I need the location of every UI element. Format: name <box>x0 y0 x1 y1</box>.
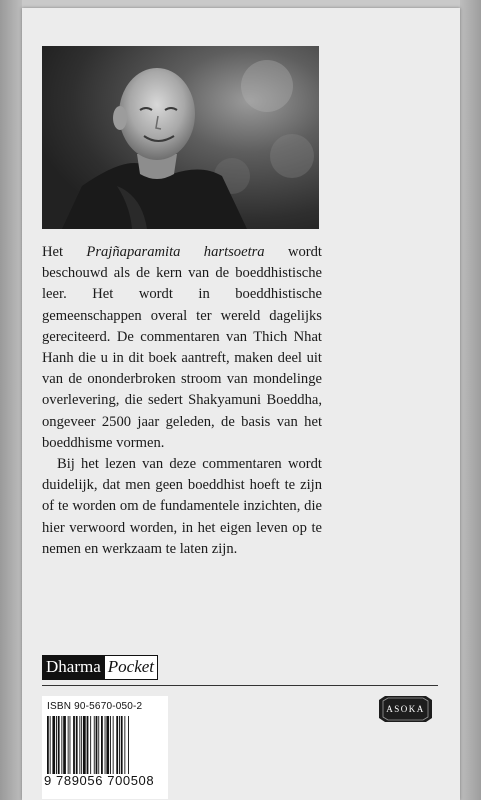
author-photo <box>42 46 319 229</box>
barcode-bar <box>98 716 99 774</box>
logo-pocket: Pocket <box>105 656 157 679</box>
barcode-bar <box>47 716 49 774</box>
monk-portrait-image <box>42 46 319 229</box>
barcode-panel <box>42 696 168 799</box>
blurb-text <box>42 242 322 560</box>
barcode-bar <box>70 716 71 774</box>
barcode-bar <box>96 716 98 774</box>
barcode-bar <box>87 716 89 774</box>
barcode-bar <box>110 716 111 774</box>
blurb-p1-prefix: Het <box>42 244 87 260</box>
barcode-bar <box>128 716 129 774</box>
ean-number: 9 789056 700508 <box>44 773 155 788</box>
barcode-bar <box>105 716 106 774</box>
barcode-bars <box>47 716 163 774</box>
barcode-bar <box>73 716 75 774</box>
barcode-bar <box>68 716 69 774</box>
barcode-bar <box>113 716 114 774</box>
barcode-bar <box>50 716 51 774</box>
asoka-publisher-logo <box>377 694 434 724</box>
blurb-paragraph-2: Bij het lezen van deze commentaren wordt duidelijk, dat men geen boeddhist hoeft te zijn of te worden om de fundamentele inzichten, die hier verwoord worden, in het eigen leven op te nemen en werkzaam te laten zijn. <box>42 456 322 557</box>
barcode-bar <box>121 716 123 774</box>
barcode-bar <box>81 716 82 774</box>
barcode-bar <box>94 716 95 774</box>
barcode-bar <box>119 716 120 774</box>
barcode-bar <box>116 716 118 774</box>
barcode-bar <box>52 716 55 774</box>
barcode-bar <box>76 716 78 774</box>
barcode-bar <box>58 716 60 774</box>
blurb-p1-rest: wordt beschouwd als de kern van de boeddhistische leer. Het wordt in boeddhistische gemeenschappen overal ter wereld dagelijks gereciteerd. De commentaren van Thich Nhat Hanh die u in dit boek aantreft, maken deel uit van de ononderbroken stroom van mondelinge overlevering, die sedert Shakyamuni Boeddha, ongeveer 2500 jaar geleden, de basis van het boeddhisme vormen. <box>42 244 322 451</box>
book-title-italic: Prajñaparamita hartsoetra <box>86 244 265 260</box>
dharma-pocket-logo <box>42 655 158 680</box>
divider-line <box>42 685 438 686</box>
back-cover <box>22 8 460 800</box>
barcode-bar <box>83 716 86 774</box>
barcode-bar <box>63 716 66 774</box>
barcode-bar <box>61 716 62 774</box>
isbn-label: ISBN 90-5670-050-2 <box>47 701 143 712</box>
spine-left-edge <box>0 0 22 800</box>
logo-dharma: Dharma <box>43 656 105 679</box>
barcode-bar <box>79 716 80 774</box>
barcode-bar <box>101 716 103 774</box>
barcode-bar <box>90 716 91 774</box>
blurb-paragraph-1 <box>42 242 322 454</box>
barcode-bar <box>106 716 109 774</box>
barcode-bar <box>124 716 125 774</box>
asoka-label: ASOKA <box>386 704 425 714</box>
barcode-bar <box>56 716 57 774</box>
spine-right-edge <box>460 0 481 800</box>
